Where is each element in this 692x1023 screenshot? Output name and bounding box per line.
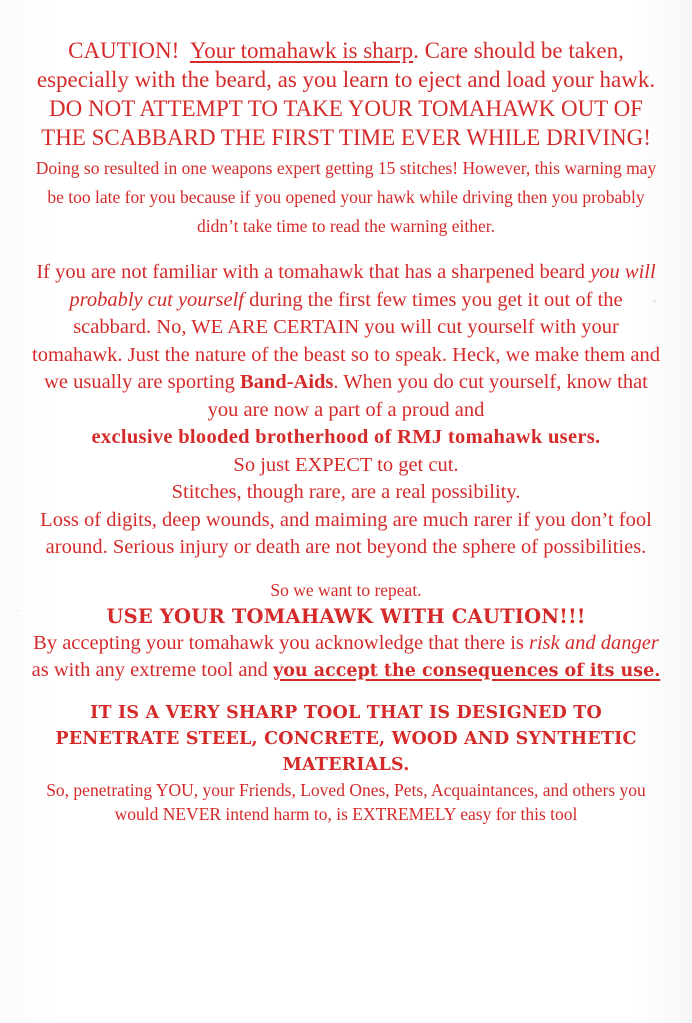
caution-paragraph (28, 36, 664, 239)
risk-danger-italic: risk and danger (529, 631, 659, 654)
stitches-line: Stitches, though rare, are a real possibility. (171, 481, 521, 503)
sharp-tool-paragraph (28, 700, 664, 826)
accept-consequences: you accept the consequences of its use. (273, 660, 661, 681)
scan-speck (653, 300, 656, 303)
stitches-note: Doing so resulted in one weapons expert getting 15 stitches! However, this warning may be too late for you because if you opened your hawk while driving then you probably didn’t take time to read the warning either. (35, 158, 657, 236)
sharp-tool-heading: IT IS A VERY SHARP TOOL THAT IS DESIGNED TO PENETRATE STEEL, CONCRETE, WOOD AND SYNTHETIC MATERIALS. (55, 702, 637, 775)
beard-text-b: during the first few times you get it out of the scabbard. No, WE ARE CERTAIN you will cut yourself with your tomahawk. Just the nature of the beast so to speak. Heck, we make them and we usually are sporting (32, 288, 660, 393)
repeat-paragraph (28, 578, 664, 684)
accepting-text-a: By accepting your tomahawk you acknowledge that there is (33, 631, 529, 654)
scan-speck (17, 610, 19, 612)
penetrating-you-text: So, penetrating YOU, your Friends, Loved Ones, Pets, Acquaintances, and others you would NEVER intend harm to, is EXTREMELY easy for this tool (46, 779, 646, 824)
beard-text-a: If you are not familiar with a tomahawk that has a sharpened beard (36, 261, 591, 283)
repeat-line: So we want to repeat. (270, 579, 422, 600)
accepting-text-b: as with any extreme tool and (31, 658, 274, 681)
beard-paragraph (28, 259, 664, 562)
band-aids-bold: Band-Aids (239, 371, 334, 393)
beard-text-c: . When you do cut yourself, know that you are now a part of a proud and (207, 371, 648, 421)
maiming-line: Loss of digits, deep wounds, and maiming are much rarer if you don’t fool around. Serious injury or death are not beyond the sphere of possibilities. (40, 508, 652, 558)
driving-warning: . Care should be taken, especially with the beard, as you learn to eject and load your hawk. DO NOT ATTEMPT TO TAKE YOUR TOMAHAWK OUT OF THE SCABBARD THE FIRST TIME EVER WHILE DRIVING! (36, 38, 656, 150)
caution-word: CAUTION! (68, 38, 180, 63)
use-caution-heading: USE YOUR TOMAHAWK WITH CAUTION!!! (106, 604, 586, 628)
expect-cut-line: So just EXPECT to get cut. (233, 453, 459, 476)
cut-yourself-italic: you will probably cut yourself (69, 261, 656, 311)
sharp-warning: Your tomahawk is sharp (189, 38, 414, 63)
brotherhood-blackletter: exclusive blooded brotherhood of RMJ tomahawk users. (91, 426, 601, 448)
